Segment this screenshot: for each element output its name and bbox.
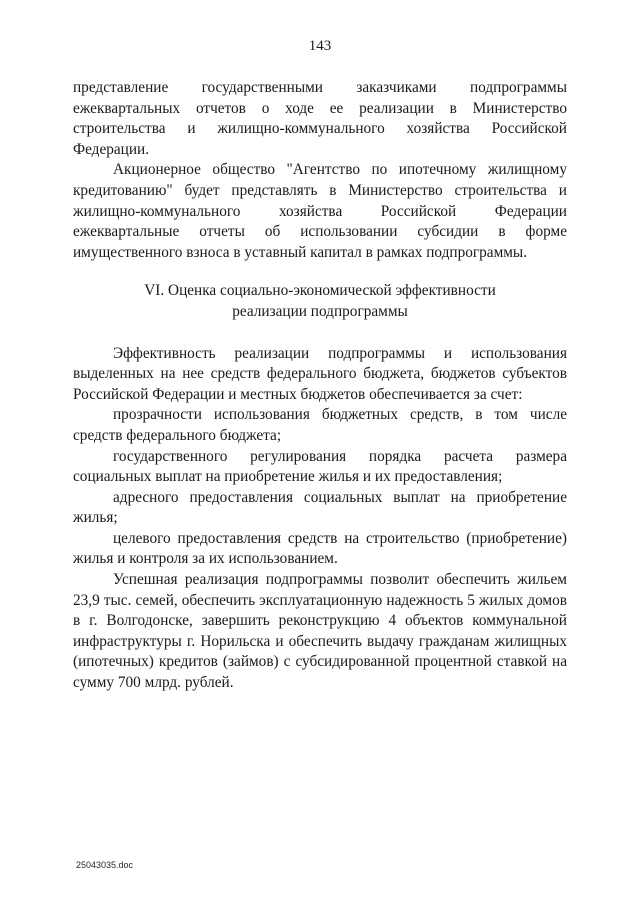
section-heading: [73, 281, 567, 322]
section-heading-line-2: реализации подпрограммы: [232, 302, 408, 320]
paragraph-efficiency-intro: Эффективность реализации подпрограммы и использования выделенных на нее средств федерального бюджета, бюджетов субъектов Российской Федерации и местных бюджетов обеспечивается за счет:: [73, 344, 567, 403]
list-item-targeted-payments: адресного предоставления социальных выплат на приобретение жилья;: [73, 488, 567, 527]
list-item-transparency: прозрачности использования бюджетных средств, в том числе средств федерального бюджета;: [73, 406, 567, 444]
list-item-targeted-funding: целевого предоставления средств на строительство (приобретение) жилья и контроля за их использованием.: [73, 529, 567, 568]
paragraph-expected-results: Успешная реализация подпрограммы позволит обеспечить жильем 23,9 тыс. семей, обеспечить эксплуатационную надежность 5 жилых домов в г. Волгодонске, завершить реконструкцию 4 объектов коммунальной инфраструктуры г. Норильска и обеспечить выдачу гражданам жилищных (ипотечных) кредитов (займов) с субсидированной процентной ставкой на сумму 700 млрд. рублей.: [73, 571, 567, 692]
footer-filename: 25043035.doc: [76, 860, 134, 870]
list-item-state-regulation: государственного регулирования порядка расчета размера социальных выплат на приобретение жилья и их предоставления;: [73, 447, 567, 486]
page-number: 143: [308, 38, 332, 54]
paragraph-reporting-by-customers: представление государственными заказчиками подпрограммы ежеквартальных отчетов о ходе ее реализации в Министерство строительства и жилищно-коммунального хозяйства Российской Федерации.: [73, 79, 567, 158]
document-body: [73, 78, 567, 694]
section-heading-line-1: VI. Оценка социально-экономической эффективности: [144, 282, 496, 300]
paragraph-ahml-reporting: Акционерное общество "Агентство по ипотечному жилищному кредитованию" будет представлять в Министерство строительства и жилищно-коммунального хозяйства Российской Федерации ежеквартальные отчеты об использовании субсидии в форме имущественного взноса в уставный капитал в рамках подпрограммы.: [73, 161, 567, 261]
